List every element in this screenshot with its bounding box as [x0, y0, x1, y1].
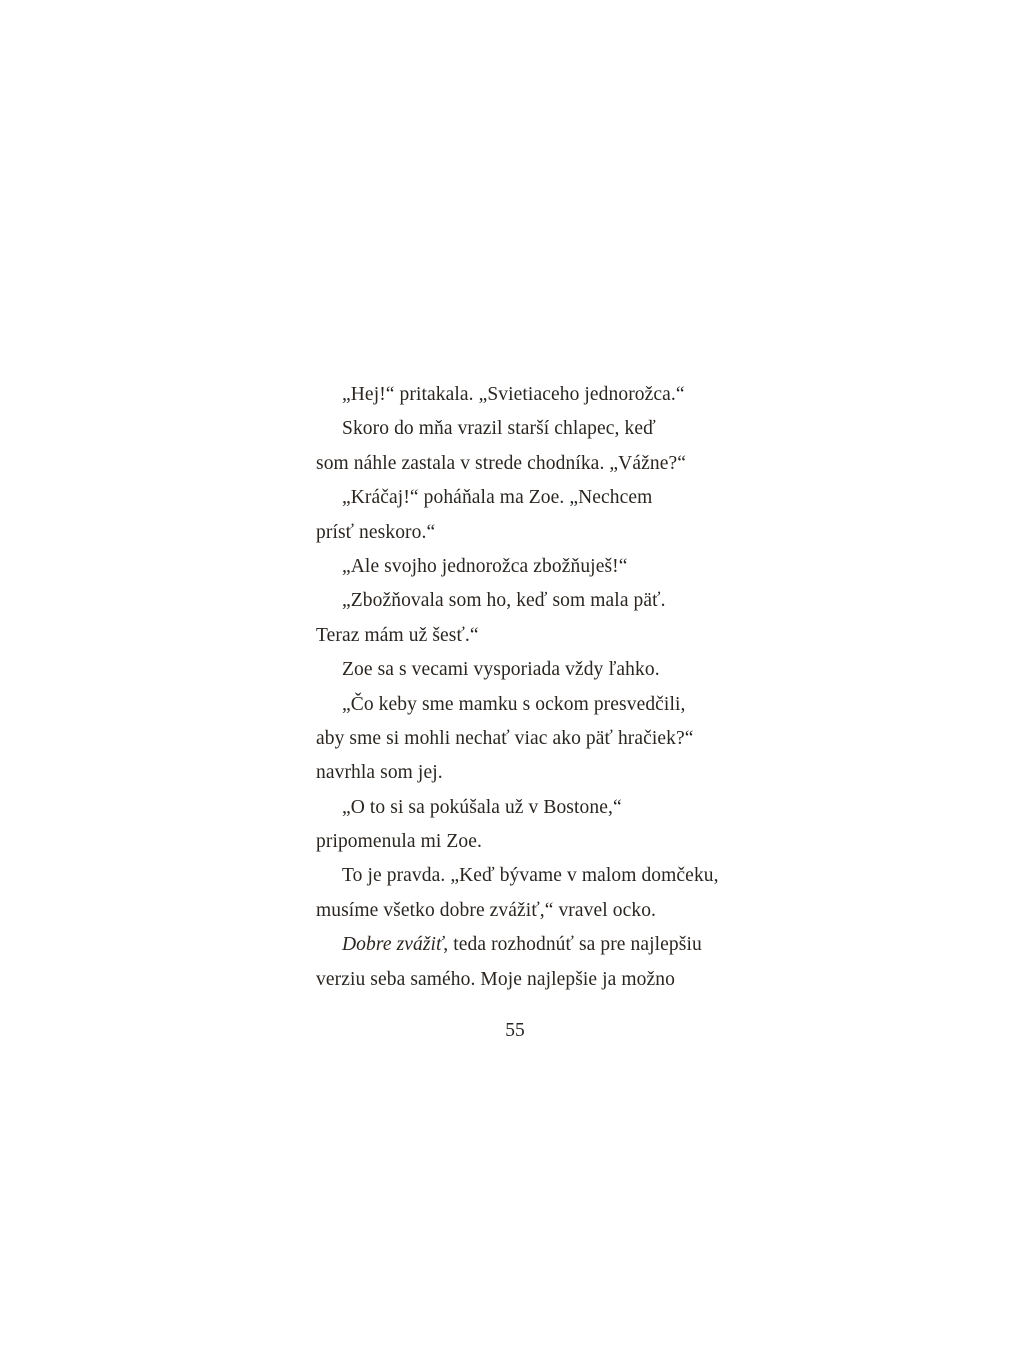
italic-phrase: Dobre zvážiť: [342, 934, 444, 956]
text-line: „Ale svojho jednorožca zbožňuješ!“: [342, 555, 628, 577]
text-line: Teraz mám už šesť.“: [316, 624, 479, 646]
text-line: Zoe sa s vecami vysporiada vždy ľahko.: [342, 659, 660, 681]
text-line: pripomenula mi Zoe.: [316, 831, 482, 853]
text-line: „Čo keby sme mamku s ockom presvedčili,: [342, 693, 686, 715]
text-line: aby sme si mohli nechať viac ako päť hračiek?“: [316, 727, 694, 749]
text-line: musíme všetko dobre zvážiť,“ vravel ocko.: [316, 899, 657, 921]
text-line: „Zbožňovala som ho, keď som mala päť.: [342, 590, 666, 612]
body-text: [316, 378, 736, 997]
text-line: „Hej!“ pritakala. „Svietiaceho jednorožca.“: [342, 384, 685, 405]
text-line: som náhle zastala v strede chodníka. „Vážne?“: [316, 452, 686, 474]
text-line: „O to si sa pokúšala už v Bostone,“: [342, 796, 622, 818]
text-line: verziu seba samého. Moje najlepšie ja možno: [316, 968, 675, 990]
text-line-rest: , teda rozhodnúť sa pre najlepšiu: [443, 934, 702, 956]
text-line: prísť neskoro.“: [316, 521, 436, 543]
text-line: „Kráčaj!“ poháňala ma Zoe. „Nechcem: [342, 487, 653, 509]
page-number: 55: [505, 1020, 525, 1041]
text-line: To je pravda. „Keď bývame v malom domčeku,: [342, 865, 719, 887]
text-line: [316, 928, 736, 962]
text-line: Skoro do mňa vrazil starší chlapec, keď: [342, 418, 656, 440]
text-line: navrhla som jej.: [316, 762, 443, 784]
